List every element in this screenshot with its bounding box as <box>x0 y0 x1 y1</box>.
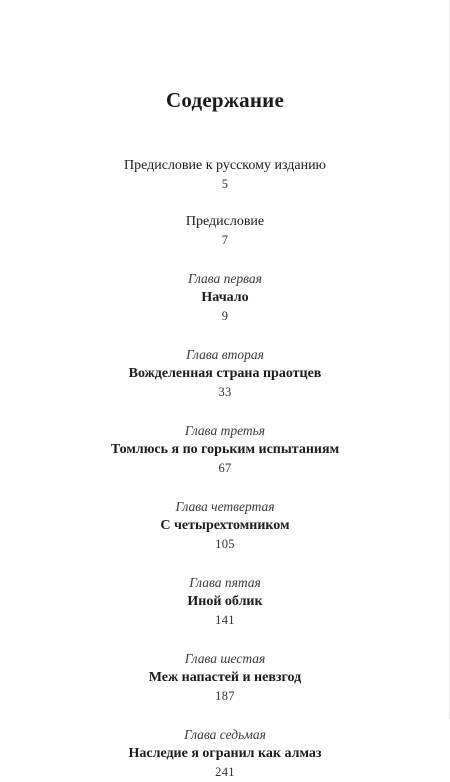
toc-entry-title: Иной облик <box>187 594 263 609</box>
toc-entry[interactable] <box>0 345 450 402</box>
toc-chapter-label: Глава пятая <box>189 575 261 590</box>
toc-entry-page: 7 <box>221 233 229 247</box>
toc-entry[interactable] <box>0 269 450 326</box>
toc-entry-page: 105 <box>215 537 235 551</box>
toc-entry[interactable] <box>0 156 450 194</box>
toc-chapter-label: Глава седьмая <box>184 727 266 742</box>
toc-entry-title: С четырехтомником <box>160 518 290 533</box>
toc-chapter-label: Глава шестая <box>184 651 266 666</box>
toc-entry-title: Меж напастей и невзгод <box>148 670 302 685</box>
table-of-contents <box>0 156 450 782</box>
toc-chapter-label: Глава третья <box>184 423 266 438</box>
toc-entry-title: Предисловие к русскому изданию <box>123 158 327 173</box>
toc-entry-page: 33 <box>218 385 232 399</box>
toc-entry-page: 67 <box>218 461 232 475</box>
toc-entry-title: Начало <box>201 290 249 305</box>
toc-chapter-label: Глава четвертая <box>175 499 275 514</box>
toc-entry-title: Предисловие <box>185 214 265 229</box>
toc-entry-page: 141 <box>215 613 235 627</box>
toc-entry-title: Томлюсь я по горьким испытаниям <box>110 442 340 457</box>
toc-entry-title: Наследие я огранил как алмаз <box>128 746 322 761</box>
toc-entry[interactable] <box>0 725 450 782</box>
toc-entry[interactable] <box>0 573 450 630</box>
toc-entry[interactable] <box>0 421 450 478</box>
toc-entry[interactable] <box>0 212 450 250</box>
toc-entry-title: Вожделенная страна праотцев <box>128 366 322 381</box>
toc-entry[interactable] <box>0 649 450 706</box>
toc-chapter-label: Глава вторая <box>186 347 264 362</box>
page-title: Содержание <box>166 88 284 112</box>
toc-chapter-label: Глава первая <box>188 271 262 286</box>
toc-entry-page: 241 <box>215 765 235 779</box>
toc-entry-page: 187 <box>215 689 235 703</box>
toc-entry-page: 5 <box>221 177 229 191</box>
toc-entry[interactable] <box>0 497 450 554</box>
toc-entry-page: 9 <box>221 309 229 323</box>
